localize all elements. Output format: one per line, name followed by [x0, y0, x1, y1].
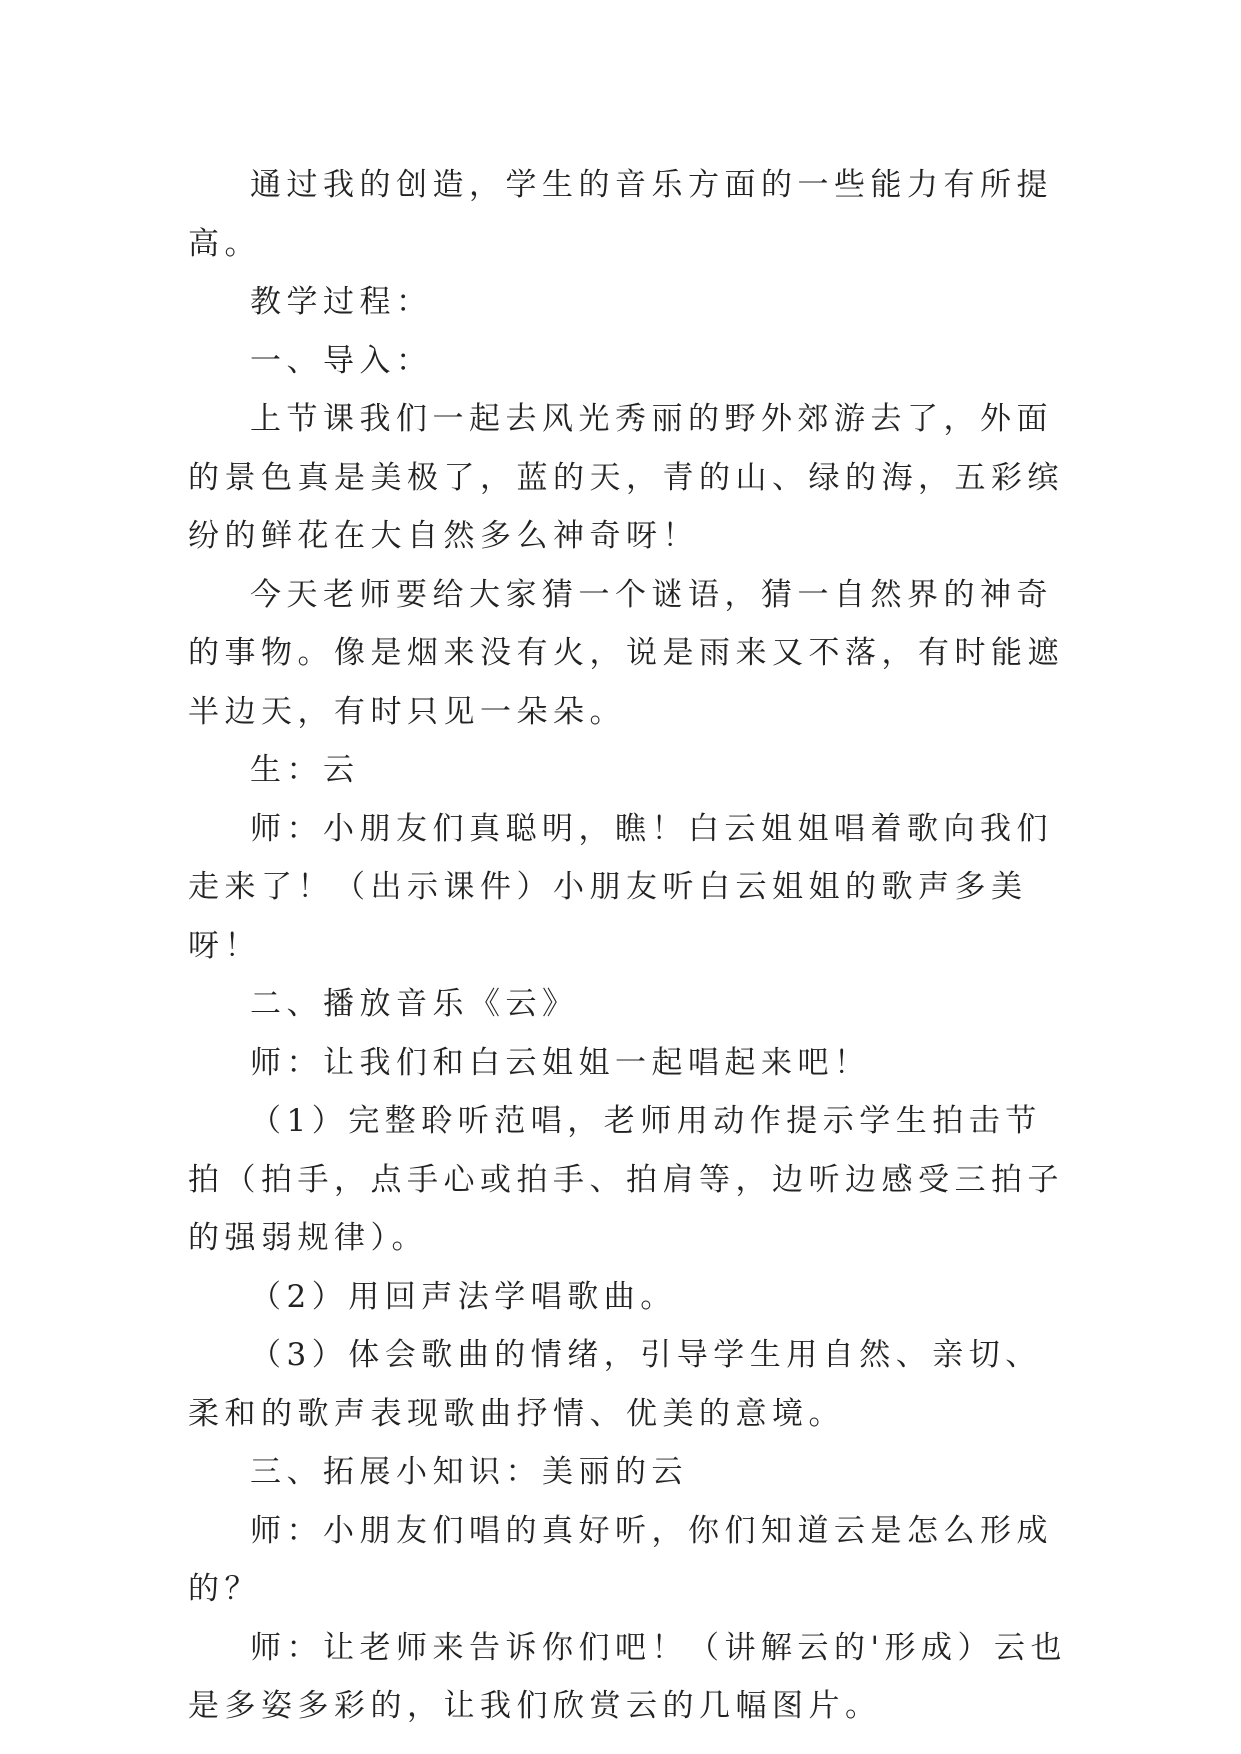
paragraph-intro-result: 通过我的创造，学生的音乐方面的一些能力有所提高。	[188, 167, 1053, 262]
paragraph-teacher-explain: 师：让老师来告诉你们吧！（讲解云的'形成）云也是多姿多彩的，让我们欣赏云的几幅图片。	[188, 1629, 1068, 1724]
paragraph-riddle: 今天老师要给大家猜一个谜语，猜一自然界的神奇的事物。像是烟来没有火，说是雨来又不落，有时能遮半边天，有时只见一朵朵。	[188, 576, 1064, 730]
paragraph-student-answer: 生：云	[250, 752, 360, 788]
heading-teaching-process: 教学过程：	[250, 284, 433, 320]
paragraph-teacher-praise: 师：小朋友们真聪明，瞧！白云姐姐唱着歌向我们走来了！（出示课件）小朋友听白云姐姐的歌声多美呀！	[188, 810, 1053, 964]
paragraph-teacher-question: 师：小朋友们唱的真好听，你们知道云是怎么形成的？	[188, 1512, 1053, 1607]
paragraph-last-lesson: 上节课我们一起去风光秀丽的野外郊游去了，外面的景色真是美极了，蓝的天，青的山、绿的海，五彩缤纷的鲜花在大自然多么神奇呀！	[188, 401, 1064, 554]
section-heading-1: 一、导入：	[250, 342, 433, 379]
paragraph-step-2: （2）用回声法学唱歌曲。	[250, 1278, 677, 1315]
section-heading-3: 三、拓展小知识：美丽的云	[250, 1454, 688, 1490]
paragraph-step-1: （1）完整聆听范唱，老师用动作提示学生拍击节拍（拍手，点手心或拍手、拍肩等，边听边感受三拍子的强弱规律）。	[188, 1103, 1064, 1256]
paragraph-step-3: （3）体会歌曲的情绪，引导学生用自然、亲切、柔和的歌声表现歌曲抒情、优美的意境。	[188, 1337, 1042, 1432]
paragraph-sing-together: 师：让我们和白云姐姐一起唱起来吧！	[250, 1044, 871, 1081]
section-heading-2: 二、播放音乐《云》	[250, 986, 579, 1022]
document-body	[188, 156, 1068, 1736]
